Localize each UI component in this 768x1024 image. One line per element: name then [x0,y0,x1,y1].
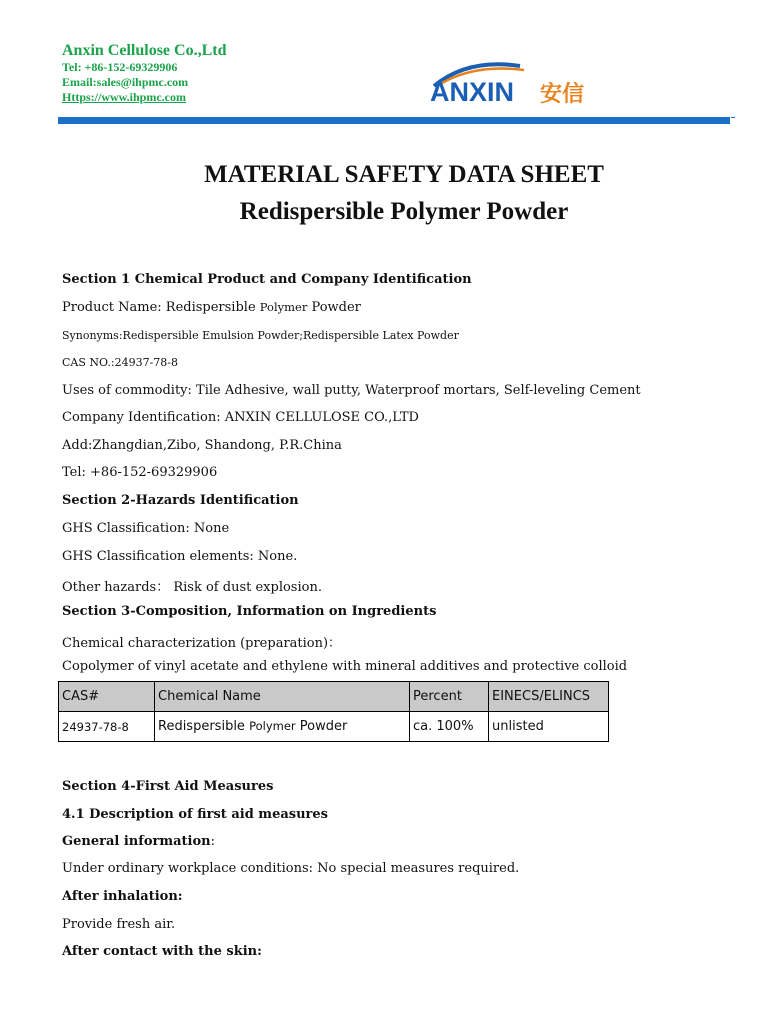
general-info-colon: : [210,834,215,849]
document-title: MATERIAL SAFETY DATA SHEET [204,161,604,188]
product-name [62,300,361,315]
table-header-cell: EINECS/ELINCS [489,682,609,712]
table-row [59,712,609,742]
company-name: Anxin Cellulose Co.,Ltd [62,42,227,59]
general-information-label [62,834,215,849]
section4-heading: Section 4-First Aid Measures [62,779,274,794]
table-cell-percent: ca. 100% [410,712,489,742]
table-header-cell: CAS# [59,682,155,712]
synonyms: Synonyms:Redispersible Emulsion Powder;Redispersible Latex Powder [62,329,459,342]
table-cell-einecs: unlisted [489,712,609,742]
section2-heading: Section 2-Hazards Identification [62,493,299,508]
table-header-cell: Percent [410,682,489,712]
company-identification: Company Identification: ANXIN CELLULOSE CO.,LTD [62,410,419,425]
table-header-row [59,682,609,712]
section1-tel: Tel: +86-152-69329906 [62,465,218,480]
anxin-logo [428,56,598,110]
document-subtitle: Redispersible Polymer Powder [239,198,569,225]
cas-number: CAS NO.:24937-78-8 [62,356,179,369]
general-information-text: Under ordinary workplace conditions: No special measures required. [62,861,520,876]
logo-text-cjk: 安信 [540,82,585,107]
logo-text-latin: ANXIN [430,77,515,107]
header-rule [58,117,730,124]
table-name-prefix: Redispersible [158,719,250,734]
section4-1-heading: 4.1 Description of first aid measures [62,807,328,822]
section3-heading: Section 3-Composition, Information on Ingredients [62,604,437,619]
after-inhalation-text: Provide fresh air. [62,917,176,932]
table-name-mid: Polymer [249,719,296,733]
product-name-suffix: Powder [307,300,361,315]
general-info-label-text: General information [62,834,211,849]
after-skin-contact-label: After contact with the skin: [62,944,262,959]
table-header-cell: Chemical Name [155,682,410,712]
product-name-prefix: Product Name: Redispersible [62,300,260,315]
header-rule-tick [731,117,735,118]
section1-heading: Section 1 Chemical Product and Company Identification [62,272,472,287]
other-hazards: Other hazards： Risk of dust explosion. [62,580,322,595]
table-cell-name [155,712,410,742]
table-cell-cas: 24937-78-8 [59,712,155,742]
company-address: Add:Zhangdian,Zibo, Shandong, P.R.China [62,438,342,453]
table-name-suffix: Powder [295,719,348,734]
ghs-elements: GHS Classification elements: None. [62,549,298,564]
company-email[interactable]: Email:sales@ihpmc.com [62,75,189,89]
company-header [62,42,226,105]
ghs-classification: GHS Classification: None [62,521,230,536]
product-name-mid: Polymer [259,300,308,314]
chemical-characterization: Chemical characterization (preparation)： [62,636,342,651]
company-website-link[interactable]: Https://www.ihpmc.com [62,90,186,104]
composition-description: Copolymer of vinyl acetate and ethylene with mineral additives and protective colloid [62,659,628,674]
uses-of-commodity: Uses of commodity: Tile Adhesive, wall putty, Waterproof mortars, Self-leveling Cement [62,383,641,398]
composition-table [58,681,609,742]
company-tel: Tel: +86-152-69329906 [62,60,178,74]
after-inhalation-label: After inhalation: [62,889,183,904]
